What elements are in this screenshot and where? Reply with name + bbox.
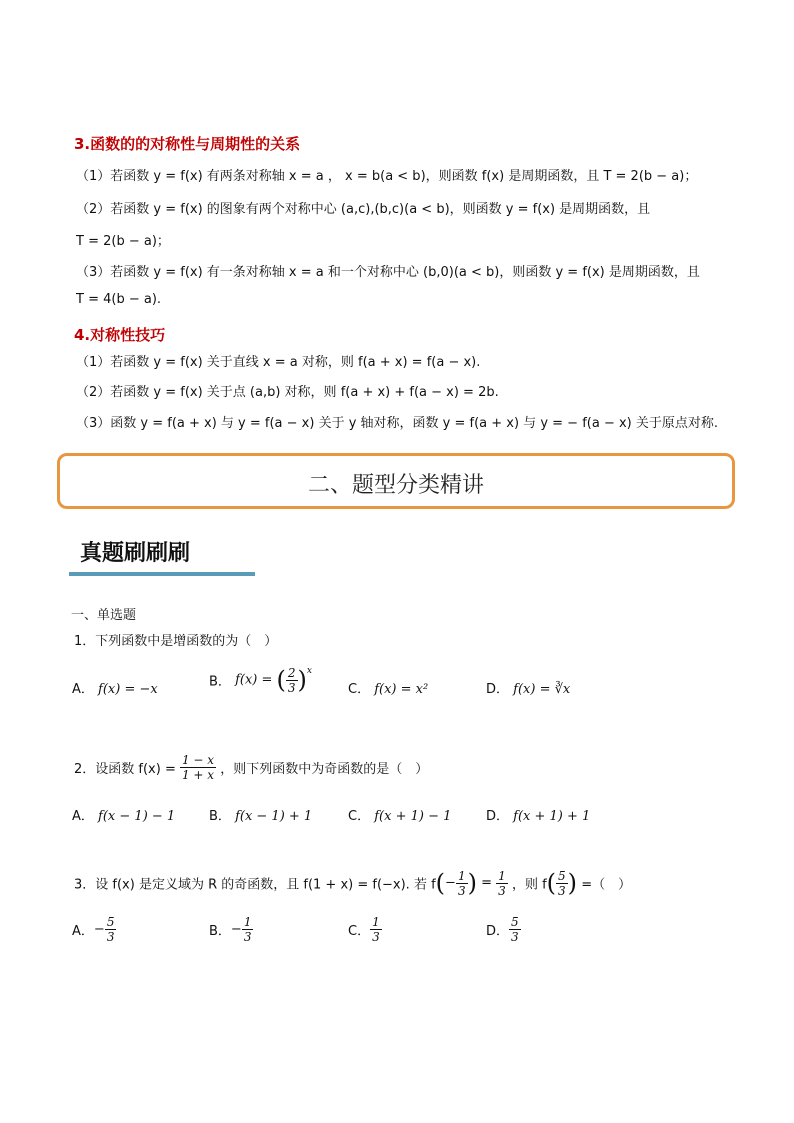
q1-d-text: f(x) = ∛x xyxy=(513,682,571,697)
section3-item-3: （3）若函数 y = f(x) 有一条对称轴 x = a 和一个对称中心 (b,0)(a < b)，则函数 y = f(x) 是周期函数，且 xyxy=(76,265,700,280)
q1-c-label: C． xyxy=(348,682,371,697)
q1-option-d[interactable] xyxy=(486,678,570,697)
q3-d2: 3 xyxy=(498,883,506,898)
q3-a-label: A． xyxy=(72,924,94,939)
q1-b-fraction xyxy=(286,667,298,694)
q1-c-text: f(x) = x² xyxy=(374,682,429,697)
q3-n1: 1 xyxy=(457,868,466,883)
q2-option-d[interactable] xyxy=(486,805,590,824)
q3-c-den: 3 xyxy=(372,930,380,944)
q3-stem xyxy=(74,869,631,897)
section3-heading: 3.函数的的对称性与周期性的关系 xyxy=(74,135,301,153)
section4-item-2: （2）若函数 y = f(x) 关于点 (a,b) 对称，则 f(a + x) + f(a − x) = 2b. xyxy=(76,385,499,400)
q2-d-label: D． xyxy=(486,809,510,824)
q3-option-c[interactable] xyxy=(348,916,382,943)
q1-b-den: 3 xyxy=(287,680,296,695)
q1-b-pre: f(x) = xyxy=(235,672,273,688)
banner-title: 二、题型分类精讲 xyxy=(307,473,484,498)
q2-a-text: f(x − 1) − 1 xyxy=(98,809,176,824)
q3-option-a[interactable] xyxy=(72,916,116,943)
section-title: 真题刷刷刷 xyxy=(80,541,191,566)
q2-stem xyxy=(74,754,428,781)
q3-frac-2 xyxy=(496,870,508,897)
q3-d-frac xyxy=(509,916,521,943)
q2-b-label: B． xyxy=(209,809,231,824)
q1-option-c[interactable] xyxy=(348,678,428,697)
q1-b-num: 2 xyxy=(287,665,296,680)
q3-d-den: 3 xyxy=(511,930,519,944)
q2-stem-fraction xyxy=(180,754,216,781)
q3-c-num: 1 xyxy=(372,915,380,929)
q2-option-c[interactable] xyxy=(348,805,451,824)
q3-d1: 3 xyxy=(457,883,466,898)
q3-minus-1: − xyxy=(445,875,456,891)
q3-rparen-2: ) xyxy=(567,869,578,897)
q2-b-text: f(x − 1) + 1 xyxy=(235,809,313,824)
section3-item-1: （1）若函数 y = f(x) 有两条对称轴 x = a ， x = b(a < b)，则函数 f(x) 是周期函数，且 T = 2(b − a)； xyxy=(76,169,698,184)
q3-frac-1 xyxy=(456,870,468,897)
q3-option-d[interactable] xyxy=(486,916,521,943)
q2-a-label: A． xyxy=(72,809,94,824)
q3-stem-pre: 3．设 f(x) 是定义域为 R 的奇函数，且 f(1 + x) = f(−x). 若 f xyxy=(74,877,436,893)
q1-b-rparen: ) xyxy=(297,666,307,694)
q1-stem: 1．下列函数中是增函数的为（ ） xyxy=(74,634,278,649)
q3-a-frac xyxy=(105,916,117,943)
q3-frac-3 xyxy=(556,870,568,897)
section3-item-2-cont: T = 2(b − a)； xyxy=(76,234,170,249)
q3-mid: ，则 f xyxy=(511,877,547,893)
q2-c-label: C． xyxy=(348,809,371,824)
q3-n2: 1 xyxy=(498,868,506,883)
section-banner xyxy=(57,453,735,509)
q1-b-exp: x xyxy=(306,666,312,676)
q3-n3: 5 xyxy=(558,868,566,883)
q1-option-a[interactable] xyxy=(72,678,158,697)
q2-stem-pre: 2．设函数 f(x) = xyxy=(74,762,176,777)
q3-d-label: D． xyxy=(486,924,510,939)
q3-eq: = xyxy=(481,875,493,891)
q1-a-text: f(x) = −x xyxy=(98,682,158,697)
q3-b-label: B． xyxy=(209,924,231,939)
q3-a-minus: − xyxy=(93,922,105,937)
q1-b-lparen: ( xyxy=(276,666,286,694)
section4-item-3: （3）函数 y = f(a + x) 与 y = f(a − x) 关于 y 轴对称，函数 y = f(a + x) 与 y = − f(a − x) 关于原点对称. xyxy=(76,416,718,431)
q2-stem-num: 1 − x xyxy=(181,753,215,767)
section3-item-3-cont: T = 4(b − a). xyxy=(76,292,162,307)
q3-lparen-2: ( xyxy=(546,869,557,897)
q2-stem-post: ，则下列函数中为奇函数的是（ ） xyxy=(220,762,429,777)
q3-b-den: 3 xyxy=(243,930,252,944)
q3-lparen-1: ( xyxy=(435,869,446,897)
q2-d-text: f(x + 1) + 1 xyxy=(513,809,591,824)
q2-c-text: f(x + 1) − 1 xyxy=(374,809,452,824)
q1-d-label: D． xyxy=(486,682,510,697)
section4-item-1: （1）若函数 y = f(x) 关于直线 x = a 对称，则 f(a + x) = f(a − x). xyxy=(76,355,481,370)
q3-a-den: 3 xyxy=(106,930,115,944)
q2-option-b[interactable] xyxy=(209,805,312,824)
q3-d-num: 5 xyxy=(511,915,519,929)
q3-b-num: 1 xyxy=(243,915,252,929)
q2-stem-den: 1 + x xyxy=(181,768,215,782)
q3-b-frac xyxy=(242,916,254,943)
q3-a-num: 5 xyxy=(106,915,115,929)
q3-option-b[interactable] xyxy=(209,916,253,943)
q1-option-b[interactable] xyxy=(209,666,312,694)
q2-option-a[interactable] xyxy=(72,805,175,824)
section4-heading: 4.对称性技巧 xyxy=(74,326,166,344)
q1-b-label: B． xyxy=(209,674,231,690)
part-label: 一、单选题 xyxy=(71,608,137,623)
q1-a-label: A． xyxy=(72,682,94,697)
q3-d3: 3 xyxy=(558,883,566,898)
q3-rparen-1: ) xyxy=(467,869,477,897)
section-title-underline xyxy=(69,572,255,576)
q3-b-minus: − xyxy=(230,922,242,937)
q3-stem-post: =（ ） xyxy=(581,877,632,893)
q3-c-frac xyxy=(370,916,382,943)
section3-item-2: （2）若函数 y = f(x) 的图象有两个对称中心 (a,c),(b,c)(a < b)，则函数 y = f(x) 是周期函数，且 xyxy=(76,202,651,217)
q3-c-label: C． xyxy=(348,924,371,939)
